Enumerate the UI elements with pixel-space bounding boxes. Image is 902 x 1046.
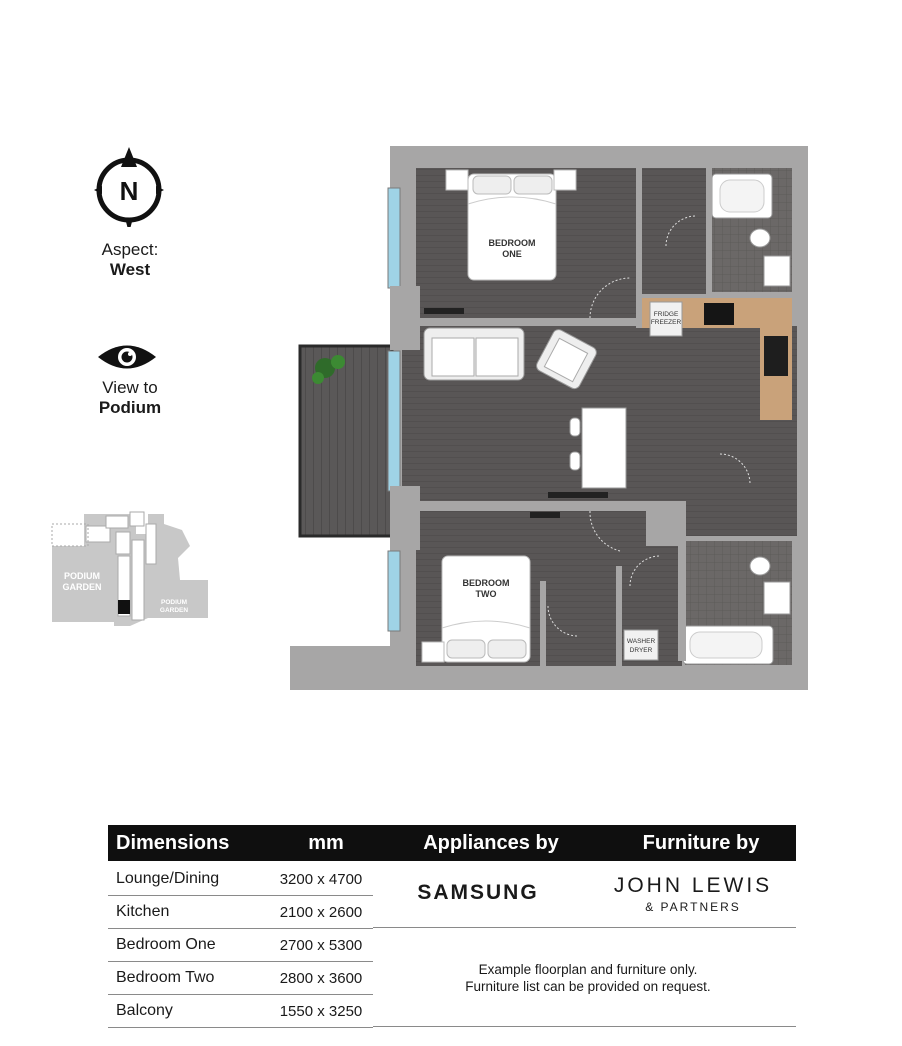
compass-letter: N (119, 176, 139, 206)
bedroom-two-label-2: TWO (475, 589, 497, 599)
john-lewis-logo (598, 874, 788, 914)
header-furniture: Furniture by (642, 831, 760, 854)
sink-icon (764, 336, 788, 376)
table-row (108, 863, 373, 896)
table-row (108, 995, 373, 1028)
room-size: 2100 x 2600 (279, 903, 363, 921)
row-divider (373, 1026, 796, 1027)
bedroom-one-label-2: ONE (502, 249, 522, 259)
room-size: 2800 x 3600 (279, 969, 363, 987)
header-appliances: Appliances by (423, 831, 559, 854)
table-header (108, 825, 796, 861)
fridge-label-2: FREEZER (650, 319, 682, 326)
note-line-1: Example floorplan and furniture only. (478, 962, 698, 977)
view-value: Podium (98, 398, 162, 417)
washer-dryer (624, 630, 658, 660)
toilet (750, 229, 770, 247)
sofa (424, 328, 524, 380)
room-name: Kitchen (116, 903, 170, 920)
hob-icon (704, 303, 734, 325)
aspect-value: West (109, 260, 151, 279)
washer-label-1: WASHER (626, 638, 656, 645)
compass-icon (92, 145, 166, 227)
room-size: 1550 x 3250 (279, 1002, 363, 1020)
toilet (750, 557, 770, 575)
aspect-info (80, 240, 180, 280)
window-lounge (388, 351, 400, 491)
dimensions-table (108, 825, 796, 1020)
site-label-3: PODIUM (161, 599, 187, 606)
dining-table (582, 408, 626, 488)
bed-bedroom-one (468, 174, 556, 280)
disclaimer-note (408, 961, 768, 995)
table-row (108, 929, 373, 962)
table-row (108, 962, 373, 995)
eye-icon (96, 340, 158, 374)
view-label: View to (102, 378, 158, 397)
room-size: 3200 x 4700 (279, 870, 363, 888)
bed-bedroom-two (442, 556, 530, 662)
basin (764, 582, 790, 614)
row-divider (373, 927, 796, 928)
john-lewis-name: JOHN LEWIS (613, 874, 773, 897)
radiator (530, 512, 560, 518)
room-name: Bedroom One (116, 936, 216, 953)
bedroom-two-label-1: BEDROOM (462, 578, 510, 588)
site-label-4: GARDEN (159, 607, 189, 614)
site-label-1: PODIUM (64, 571, 100, 581)
john-lewis-sub: & PARTNERS (645, 900, 741, 914)
floorplan (290, 146, 812, 690)
site-plan (44, 506, 214, 634)
note-line-2: Furniture list can be provided on request. (465, 979, 711, 994)
table-row (108, 896, 373, 929)
room-name: Bedroom Two (116, 969, 215, 986)
site-label-2: GARDEN (62, 582, 102, 592)
room-name: Lounge/Dining (116, 870, 220, 887)
header-mm: mm (308, 831, 344, 854)
window-bedroom-one (388, 188, 400, 288)
samsung-logo: SAMSUNG (417, 881, 539, 904)
radiator (424, 308, 464, 314)
radiator (548, 492, 608, 498)
basin (764, 256, 790, 286)
view-info (80, 378, 180, 418)
window-bedroom-two (388, 551, 400, 631)
bedroom-one-label-1: BEDROOM (488, 238, 536, 248)
aspect-label: Aspect: (101, 240, 159, 259)
header-dimensions: Dimensions (116, 831, 230, 854)
room-name: Balcony (116, 1002, 173, 1019)
washer-label-2: DRYER (629, 647, 653, 654)
room-size: 2700 x 5300 (279, 936, 363, 954)
fridge-label-1: FRIDGE (653, 311, 679, 318)
